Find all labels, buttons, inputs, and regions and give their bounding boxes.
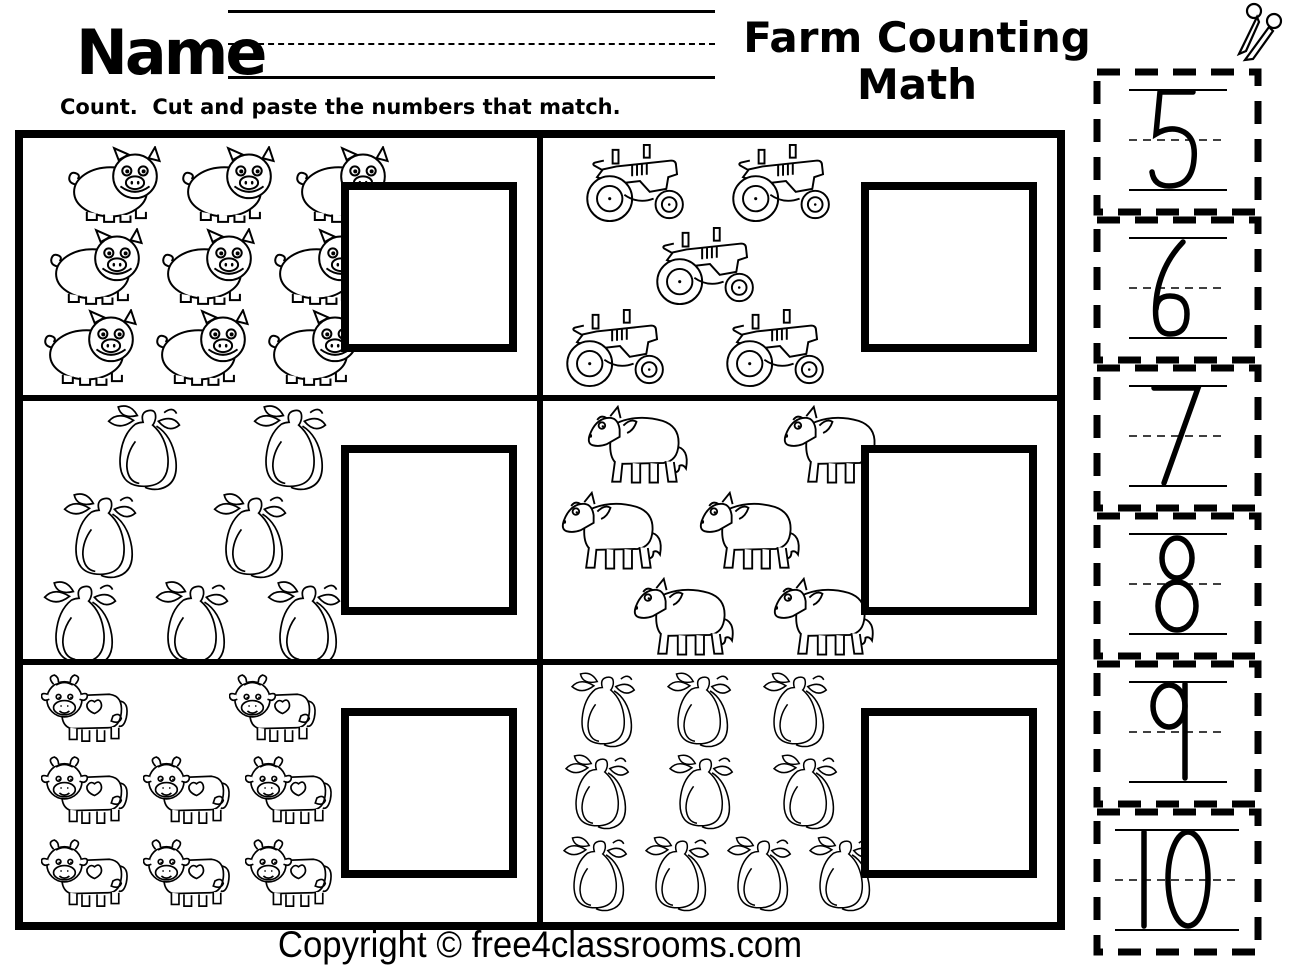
pig-row xyxy=(41,309,359,387)
pear-image xyxy=(641,836,715,914)
answer-box-tractors[interactable] xyxy=(861,182,1037,352)
cutout-number-6[interactable] xyxy=(1093,216,1262,364)
instruction-text: Count. Cut and paste the numbers that match. xyxy=(60,95,621,119)
pear-image xyxy=(101,405,189,493)
tractor-row xyxy=(653,227,879,307)
horse-group xyxy=(555,405,879,654)
cell-horses xyxy=(540,398,1060,661)
page-title xyxy=(742,14,1092,108)
cow-image xyxy=(41,836,133,916)
pig-image xyxy=(179,146,279,224)
pear-row xyxy=(37,581,359,661)
tractor-image xyxy=(723,309,833,389)
title-line-1: Farm Counting xyxy=(743,13,1091,62)
pear-image xyxy=(663,672,737,750)
cell-tractors xyxy=(540,135,1060,398)
tractor-row xyxy=(583,144,879,224)
answer-box-pears-ten[interactable] xyxy=(861,708,1037,878)
horse-image xyxy=(581,405,691,491)
pear-row xyxy=(567,672,879,750)
cow-row xyxy=(41,753,359,833)
pig-image xyxy=(159,228,259,306)
worksheet-grid xyxy=(15,130,1065,930)
pear-image xyxy=(723,836,797,914)
cell-cows xyxy=(20,662,540,925)
pear-row xyxy=(561,754,879,832)
cutout-number-9[interactable] xyxy=(1093,660,1262,808)
pear-image xyxy=(149,581,237,661)
writing-guide-top-line xyxy=(228,10,715,13)
tractor-row xyxy=(563,309,879,389)
cutout-number-10[interactable] xyxy=(1093,808,1262,956)
cow-image xyxy=(245,836,337,916)
answer-box-horses[interactable] xyxy=(861,445,1037,615)
numeral-8 xyxy=(1099,518,1256,654)
pig-image xyxy=(153,309,253,387)
cow-image xyxy=(41,753,133,833)
tractor-image xyxy=(729,144,839,224)
pear-image xyxy=(759,672,833,750)
title-line-2: Math xyxy=(856,60,978,110)
pear-image xyxy=(261,581,349,661)
pig-image xyxy=(47,228,147,306)
cow-image xyxy=(229,671,321,751)
pear-image xyxy=(567,672,641,750)
numeral-9 xyxy=(1099,666,1256,802)
pear-image xyxy=(769,754,843,832)
answer-box-cows[interactable] xyxy=(341,708,517,878)
cow-group xyxy=(35,669,359,918)
cow-image xyxy=(143,836,235,916)
pig-image xyxy=(41,309,141,387)
pig-image xyxy=(65,146,165,224)
numeral-10 xyxy=(1099,814,1256,950)
cutout-number-8[interactable] xyxy=(1093,512,1262,660)
copyright-text: Copyright © free4classrooms.com xyxy=(277,924,803,965)
pig-group xyxy=(35,142,359,391)
pig-row xyxy=(65,146,359,224)
tractor-image xyxy=(583,144,693,224)
cow-image xyxy=(245,753,337,833)
cutout-number-7[interactable] xyxy=(1093,364,1262,512)
number-cutout-column xyxy=(1093,68,1262,956)
pear-group-ten xyxy=(555,669,879,918)
tractor-image xyxy=(563,309,673,389)
numeral-5 xyxy=(1099,74,1256,210)
pear-image xyxy=(247,405,335,493)
writing-guide-bottom-line xyxy=(228,76,715,79)
pig-row xyxy=(47,228,359,306)
cow-image xyxy=(41,671,133,751)
answer-box-pigs[interactable] xyxy=(341,182,517,352)
tractor-group xyxy=(555,142,879,391)
horse-image xyxy=(627,577,737,661)
horse-row xyxy=(555,491,879,577)
cow-row xyxy=(41,836,359,916)
answer-box-pears-seven[interactable] xyxy=(341,445,517,615)
pear-image xyxy=(561,754,635,832)
pear-image xyxy=(665,754,739,832)
writing-guide-middle-dashed-line xyxy=(228,43,715,45)
pear-row xyxy=(559,836,879,914)
cow-row xyxy=(41,671,359,751)
horse-image xyxy=(555,491,665,577)
pear-row xyxy=(101,405,359,493)
pear-row xyxy=(57,493,359,581)
name-write-lines[interactable] xyxy=(228,10,715,78)
horse-row xyxy=(627,577,879,661)
cell-pigs xyxy=(20,135,540,398)
scissors-icon xyxy=(1228,2,1284,66)
horse-image xyxy=(693,491,803,577)
cell-pears-ten xyxy=(540,662,1060,925)
pear-image xyxy=(37,581,125,661)
name-label: Name xyxy=(76,16,265,89)
cell-pears-seven xyxy=(20,398,540,661)
pear-image xyxy=(207,493,295,581)
cow-image xyxy=(143,753,235,833)
numeral-7 xyxy=(1099,370,1256,506)
pear-image xyxy=(57,493,145,581)
numeral-6 xyxy=(1099,222,1256,358)
tractor-image xyxy=(653,227,763,307)
horse-row xyxy=(581,405,879,491)
pear-group-seven xyxy=(35,405,359,654)
cutout-number-5[interactable] xyxy=(1093,68,1262,216)
pear-image xyxy=(559,836,633,914)
